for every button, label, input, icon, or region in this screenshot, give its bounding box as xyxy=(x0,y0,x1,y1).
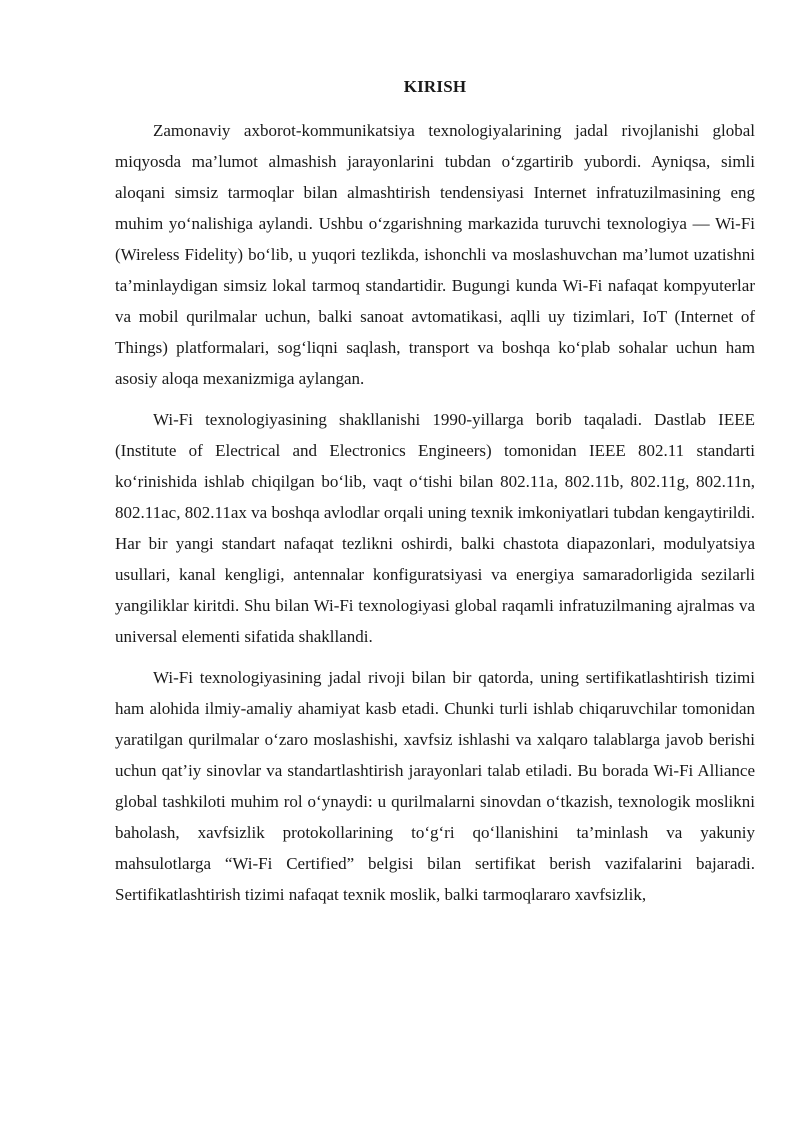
section-title: KIRISH xyxy=(403,77,467,96)
document-body xyxy=(115,115,755,920)
paragraph-1: Zamonaviy axborot-kommunikatsiya texnologiyalarining jadal rivojlanishi global miqyosda ma’lumot almashish jarayonlarini tubdan o‘zgartirib yubordi. Ayniqsa, simli aloqani simsiz tarmoqlar bilan almashtirish tendensiyasi Internet infratuzilmasining eng muhim yo‘nalishiga aylandi. Ushbu o‘zgarishning markazida turuvchi texnologiya — Wi-Fi (Wireless Fidelity) bo‘lib, u yuqori tezlikda, ishonchli va moslashuvchan ma’lumot uzatishni ta’minlaydigan simsiz lokal tarmoq standartidir. Bugungi kunda Wi-Fi nafaqat kompyuterlar va mobil qurilmalar uchun, balki sanoat avtomatikasi, aqlli uy tizimlari, IoT (Internet of Things) platformalari, sog‘liqni saqlash, transport va boshqa ko‘plab sohalar uchun ham asosiy aloqa mexanizmiga aylangan. xyxy=(115,121,755,388)
paragraph-3: Wi-Fi texnologiyasining jadal rivoji bilan bir qatorda, uning sertifikatlashtirish tizimi ham alohida ilmiy-amaliy ahamiyat kasb etadi. Chunki turli ishlab chiqaruvchilar tomonidan yaratilgan qurilmalar o‘zaro moslashishi, xavfsiz ishlashi va xalqaro talablarga javob berishi uchun qat’iy sinovlar va standartlashtirish jarayonlari talab etiladi. Bu borada Wi-Fi Alliance global tashkiloti muhim rol o‘ynaydi: u qurilmalarni sinovdan o‘tkazish, texnologik moslikni baholash, xavfsizlik protokollarining to‘g‘ri qo‘llanishini ta’minlash va yakuniy mahsulotlarga “Wi-Fi Certified” belgisi bilan sertifikat berish vazifalarini bajaradi. Sertifikatlashtirish tizimi nafaqat texnik moslik, balki tarmoqlararo xavfsizlik, xyxy=(115,668,755,904)
paragraph-2: Wi-Fi texnologiyasining shakllanishi 1990-yillarga borib taqaladi. Dastlab IEEE (Institute of Electrical and Electronics Engineers) tomonidan IEEE 802.11 standarti ko‘rinishida ishlab chiqilgan bo‘lib, vaqt o‘tishi bilan 802.11a, 802.11b, 802.11g, 802.11n, 802.11ac, 802.11ax va boshqa avlodlar orqali uning texnik imkoniyatlari tubdan kengaytirildi. Har bir yangi standart nafaqat tezlikni oshirdi, balki chastota diapazonlari, modulyatsiya usullari, kanal kengligi, antennalar konfiguratsiyasi va energiya samaradorligida sezilarli yangiliklar kiritdi. Shu bilan Wi-Fi texnologiyasi global raqamli infratuzilmaning ajralmas va universal elementi sifatida shakllandi. xyxy=(115,410,755,646)
